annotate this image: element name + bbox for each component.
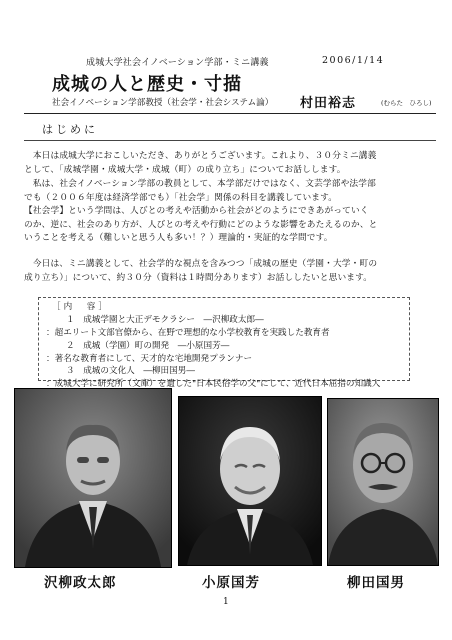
portrait-photo-sawayanagi: [14, 388, 172, 568]
contents-item-desc: ：超エリート文部官僚から、在野で理想的な小学校教育を実践した教育者: [46, 328, 330, 338]
contents-item-title: ３ 成城の文化人 ―柳田国男―: [66, 366, 195, 376]
paragraph-line: として、「成城学園・成城大学・成城（町）の成り立ち」についてお話しします。: [24, 164, 346, 175]
portrait-caption: 小原国芳: [202, 575, 260, 591]
contents-item-title: ２ 成城（学園）町の開発 ―小原国芳―: [66, 341, 230, 351]
author-name-reading: (むらた ひろし): [381, 99, 432, 107]
portrait-icon: [328, 399, 438, 565]
portrait-icon: [179, 397, 321, 565]
paragraph-today: [24, 258, 436, 285]
portrait-icon: [15, 389, 171, 567]
paragraph-sociology: [24, 205, 436, 246]
contents-heading: ［内 容］: [52, 302, 110, 312]
paragraph-line: 今日は、ミニ講義として、社会学的な視点を含みつつ「成城の歴史（学園・大学・町の: [24, 259, 378, 269]
paragraph-greeting: [24, 150, 436, 177]
document-title: 成城の人と歴史・寸描: [52, 74, 242, 95]
author-name: 村田裕志: [300, 96, 357, 111]
page-number: 1: [223, 597, 229, 607]
lecture-series-label: 成城大学社会イノベーション学部・ミニ講義: [86, 58, 269, 68]
portrait-photo-obara: [178, 396, 322, 566]
author-affiliation: 社会イノベーション学部教授（社会学・社会システム論）: [52, 98, 274, 108]
contents-item-desc: ：著名な教育者にして、天才的な宅地開発プランナー: [46, 354, 253, 364]
paragraph-line: 成り立ち）」について、約３０分（資料は１時間分あります）お話ししたいと思います。: [24, 272, 373, 283]
paragraph-line: でも（２００６年度は経済学部でも）「社会学」関係の科目を講義しています。: [24, 192, 338, 203]
divider-section: [24, 140, 436, 141]
lecture-date: 2006/1/14: [322, 55, 385, 66]
section-heading: はじめに: [42, 123, 98, 136]
paragraph-line: 【社会学】という学問は、人びとの考えや活動から社会がどのようにできあがっていく: [24, 206, 369, 216]
contents-item-desc: ：成城大学に研究所（文庫）を遺した"日本民俗学の父"にして、近代日本屈指の知識人: [46, 379, 381, 389]
divider-top: [24, 113, 436, 114]
paragraph-line: 本日は成城大学におこしいただき、ありがとうございます。これより、３０分ミニ講義: [24, 151, 377, 161]
portrait-caption: 柳田国男: [347, 575, 405, 591]
paragraph-line: いうことを考える（難しいと思う人も多い！？）理論的・実証的な学問です。: [24, 233, 333, 243]
paragraph-line: 私は、社会イノベーション学部の教員として、本学部だけではなく、文芸学部や法学部: [24, 179, 376, 189]
portrait-photo-yanagita: [327, 398, 439, 566]
contents-item-title: １ 成城学園と大正デモクラシー ―沢柳政太郎―: [66, 315, 264, 325]
paragraph-line: のか、逆に、社会のあり方が、人びとの考えや行動にどのような影響をあたえるのか、と: [24, 219, 378, 230]
portrait-caption: 沢柳政太郎: [44, 575, 117, 591]
paragraph-self-intro: [24, 178, 436, 205]
